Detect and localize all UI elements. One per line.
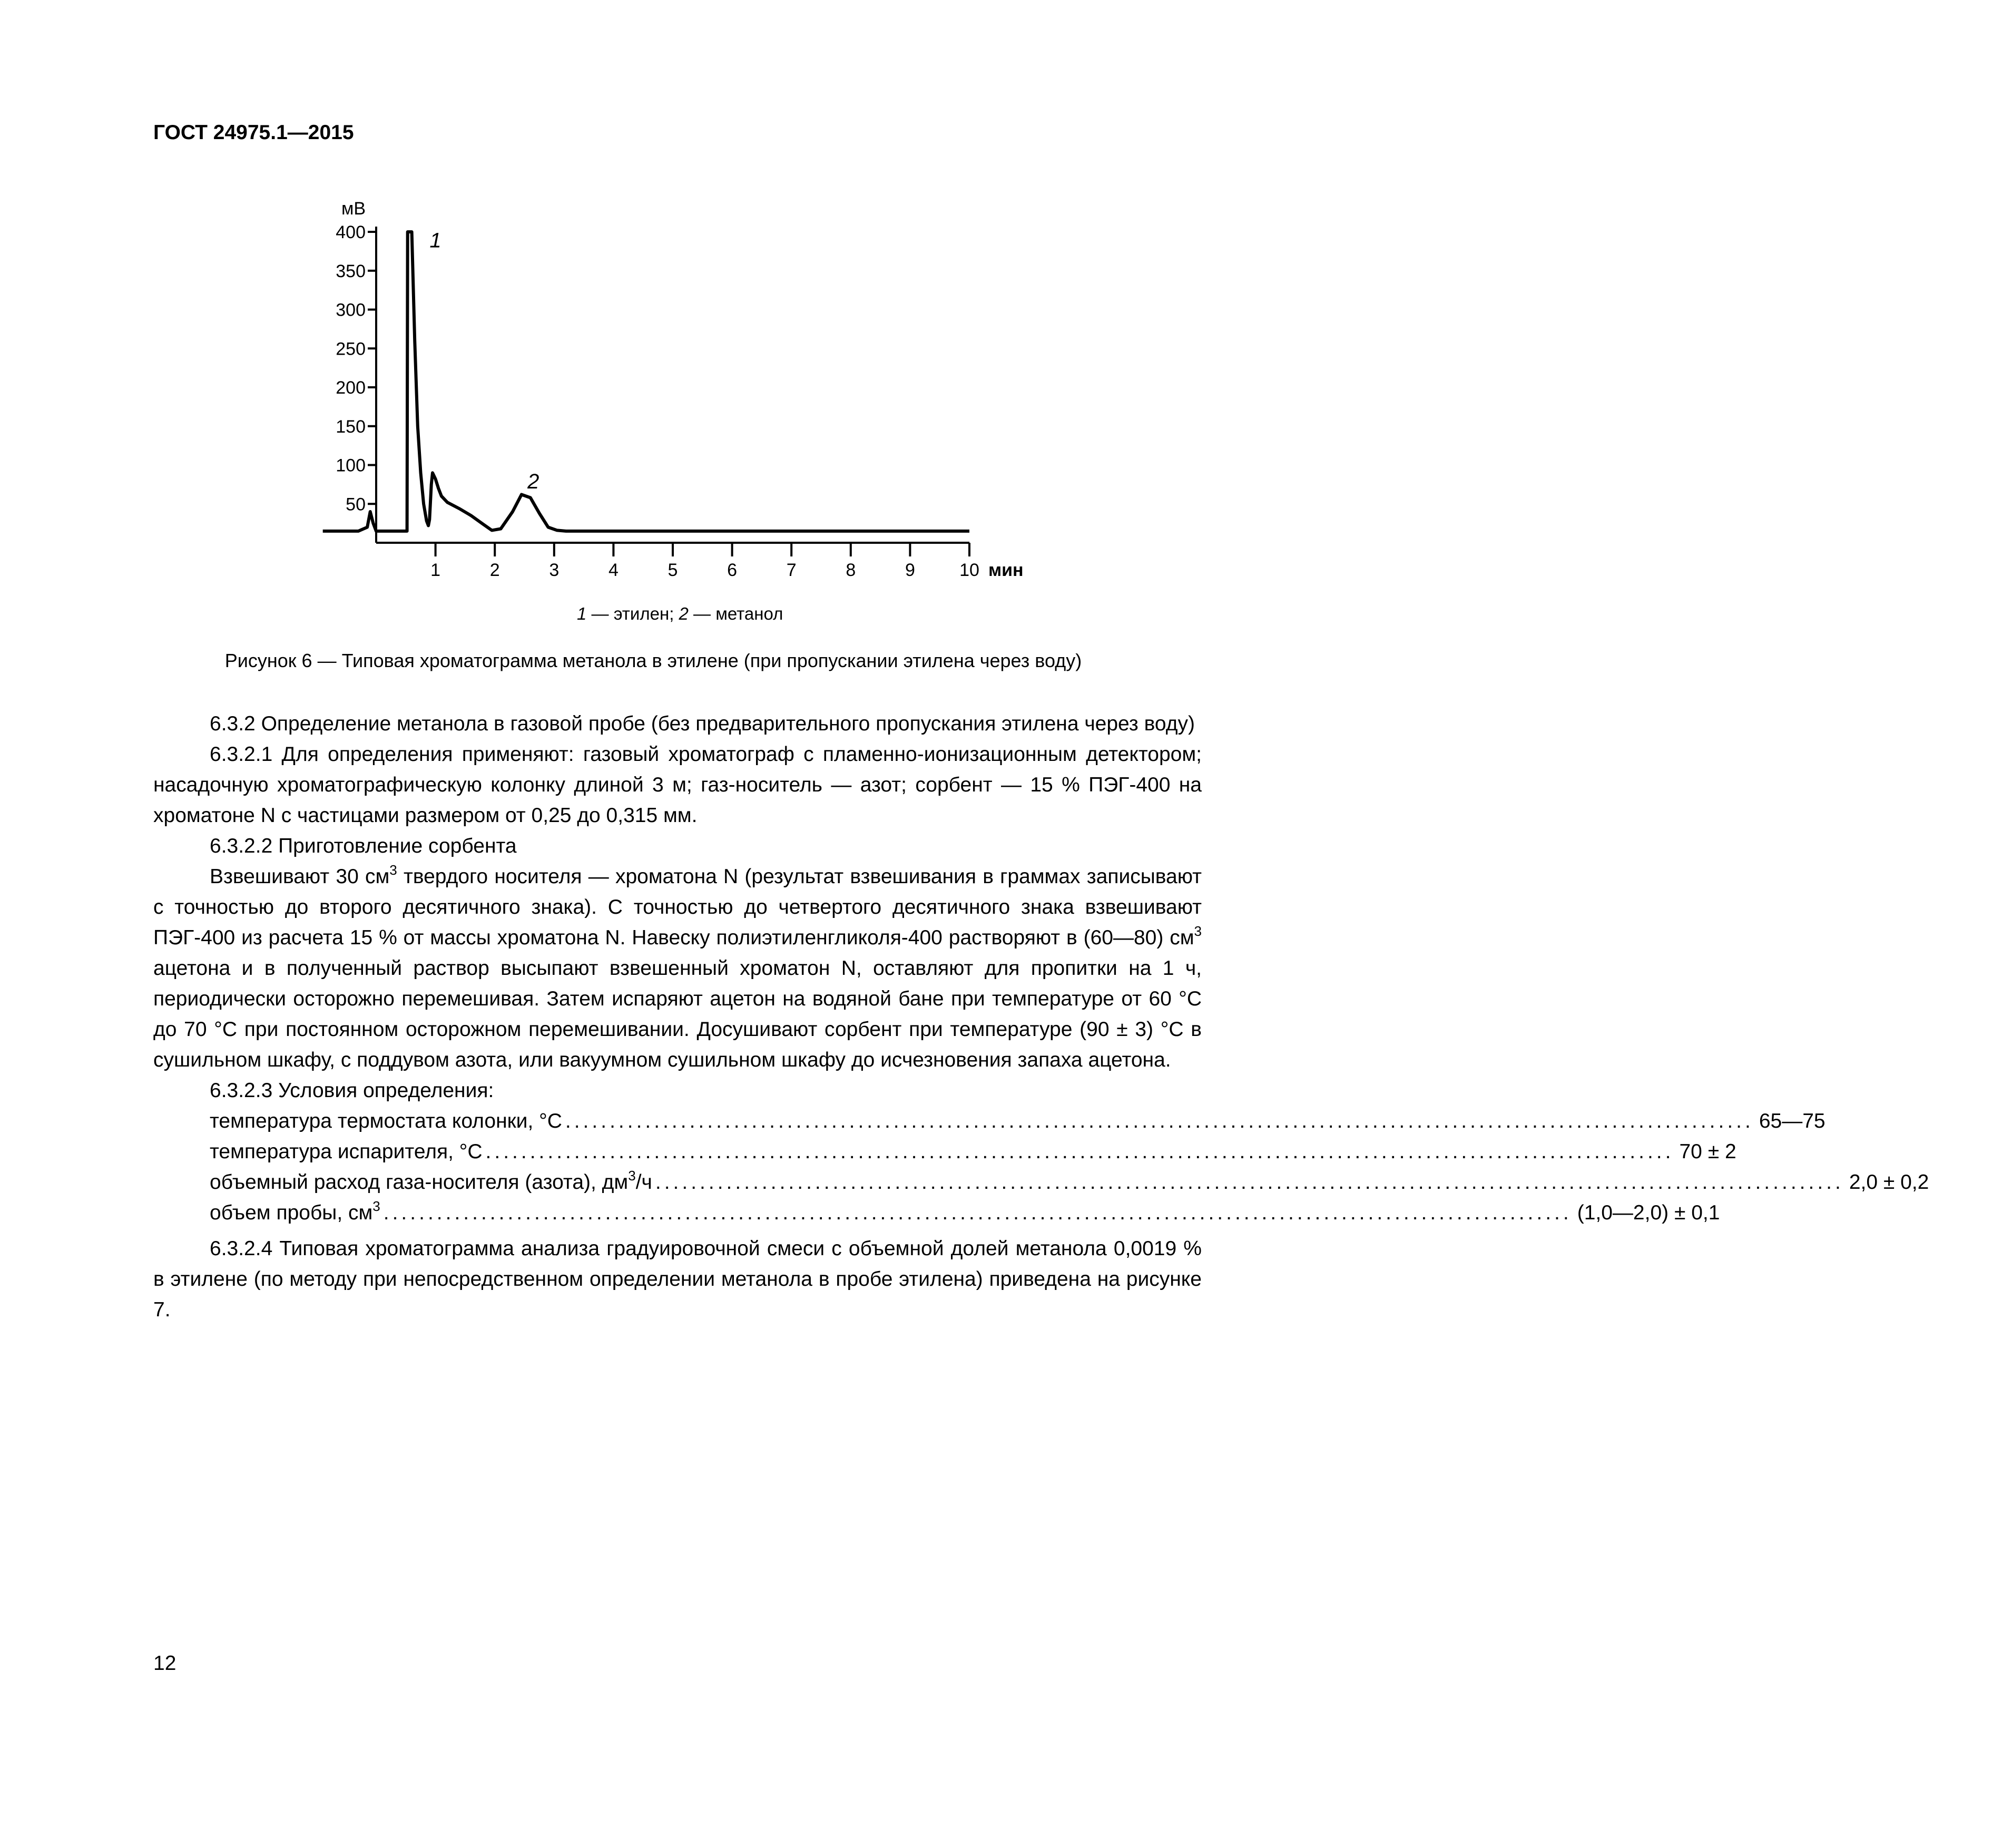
unit-superscript: 3 <box>628 1168 636 1184</box>
prep-part-c: ацетона и в полученный раствор высыпают взвешенный хроматон N, оставляют для пропитки на 1 ч, периодически осторожно перемешивая. Затем испаряют ацетон на водяной бане при температуре от 60 °С до 70 °С при постоянном осторожном перемешивании. Досушивают сорбент при температуре (90 ± 3) °С в сушильном шкафу, с поддувом азота, или вакуумном сушильном шкафу до исчезновения запаха ацетона. <box>153 957 1202 1071</box>
chromatogram-curve <box>323 232 969 531</box>
condition-label <box>210 1198 380 1228</box>
peak-label: 1 <box>429 229 441 252</box>
x-tick-label: 4 <box>608 560 619 580</box>
page-number: 12 <box>153 1652 176 1675</box>
y-tick-label: 250 <box>336 339 366 359</box>
x-tick-label: 3 <box>549 560 560 580</box>
y-tick-label: 350 <box>336 261 366 281</box>
x-tick-label: 7 <box>786 560 797 580</box>
x-tick-label: 2 <box>489 560 500 580</box>
leader-dots: ...................................................................................................................................... <box>565 1110 1754 1132</box>
peak-label: 2 <box>527 470 539 493</box>
unit-superscript: 3 <box>372 1198 380 1214</box>
legend-num-2: 2 <box>679 604 689 623</box>
condition-label: температура термостата колонки, °С <box>210 1110 562 1132</box>
leader-dots: ...................................................................................................................................... <box>485 1140 1674 1163</box>
condition-value: (1,0—2,0) ± 0,1 <box>1577 1201 1720 1224</box>
x-axis-label: мин <box>988 560 1024 580</box>
section-6-3-2-1: 6.3.2.1 Для определения применяют: газовый хроматограф с пламенно-ионизационным детектором; насадочную хроматографическую колонку длиной 3 м; газ-носитель — азот; сорбент — 15 % ПЭГ-400 на хроматоне N с частицами размером от 0,25 до 0,315 мм. <box>153 743 1202 827</box>
condition-label <box>210 1167 652 1198</box>
chart-axes <box>376 227 969 543</box>
x-tick-label: 1 <box>430 560 441 580</box>
leader-dots: ...................................................................................................................................... <box>655 1171 1844 1194</box>
y-tick-label: 400 <box>336 222 366 242</box>
condition-row <box>153 1106 1826 1137</box>
condition-label-tail: /ч <box>635 1171 652 1194</box>
chromatogram-chart <box>0 0 1307 611</box>
chart-labels <box>336 199 1023 580</box>
y-tick-label: 200 <box>336 378 366 398</box>
y-tick-label: 300 <box>336 300 366 320</box>
y-tick-label: 50 <box>346 494 366 515</box>
document-header: ГОСТ 24975.1—2015 <box>153 121 354 144</box>
x-tick-label: 6 <box>727 560 738 580</box>
x-tick-label: 10 <box>959 560 979 580</box>
y-tick-label: 100 <box>336 455 366 476</box>
prep-part-b: твердого носителя — хроматона N (результат взвешивания в граммах записывают с точностью до второго десятичного знака). С точностью до четвертого десятичного знака взвешивают ПЭГ-400 из расчета 15 % от массы хроматона N. Навеску полиэтиленгликоля-400 растворяют в (60—80) см <box>153 865 1202 949</box>
condition-value: 2,0 ± 0,2 <box>1849 1171 1929 1194</box>
condition-row <box>153 1198 1720 1228</box>
section-6-3-2-4: 6.3.2.4 Типовая хроматограмма анализа градуировочной смеси с объемной долей метанола 0,0019 % в этилене (по методу при непосредственном определении метанола в пробе этилена) приведена на рисунке 7. <box>153 1237 1202 1321</box>
y-tick-label: 150 <box>336 416 366 437</box>
legend-text-1: — этилен; <box>586 604 679 623</box>
y-axis-label: мВ <box>341 199 366 219</box>
x-tick-label: 8 <box>846 560 856 580</box>
condition-label-text: объемный расход газа-носителя (азота), дм <box>210 1171 629 1194</box>
body-text <box>153 709 1929 1325</box>
condition-value: 70 ± 2 <box>1679 1140 1736 1163</box>
condition-label-text: объем пробы, см <box>210 1201 373 1224</box>
section-6-3-2-2: 6.3.2.2 Приготовление сорбента <box>210 835 517 857</box>
condition-label: температура испарителя, °С <box>210 1140 483 1163</box>
section-6-3-2: 6.3.2 Определение метанола в газовой пробе (без предварительного пропускания этилена через воду) <box>210 712 1195 735</box>
condition-value: 65—75 <box>1759 1110 1826 1132</box>
figure-caption: Рисунок 6 — Типовая хроматограмма метанола в этилене (при пропускании этилена через воду) <box>224 650 1082 671</box>
condition-row <box>153 1167 1929 1198</box>
legend-num-1: 1 <box>577 604 587 623</box>
prep-sup-2: 3 <box>1194 923 1202 939</box>
condition-row <box>153 1137 1736 1167</box>
leader-dots: ...................................................................................................................................... <box>383 1201 1572 1224</box>
section-6-3-2-3: 6.3.2.3 Условия определения: <box>210 1079 494 1102</box>
x-tick-label: 9 <box>905 560 915 580</box>
sorbent-preparation <box>153 862 1202 1075</box>
x-tick-label: 5 <box>668 560 678 580</box>
legend-text-2: — метанол <box>688 604 783 623</box>
prep-sup-1: 3 <box>389 862 397 878</box>
figure-legend <box>577 604 783 624</box>
prep-part-a: Взвешивают 30 см <box>210 865 390 888</box>
